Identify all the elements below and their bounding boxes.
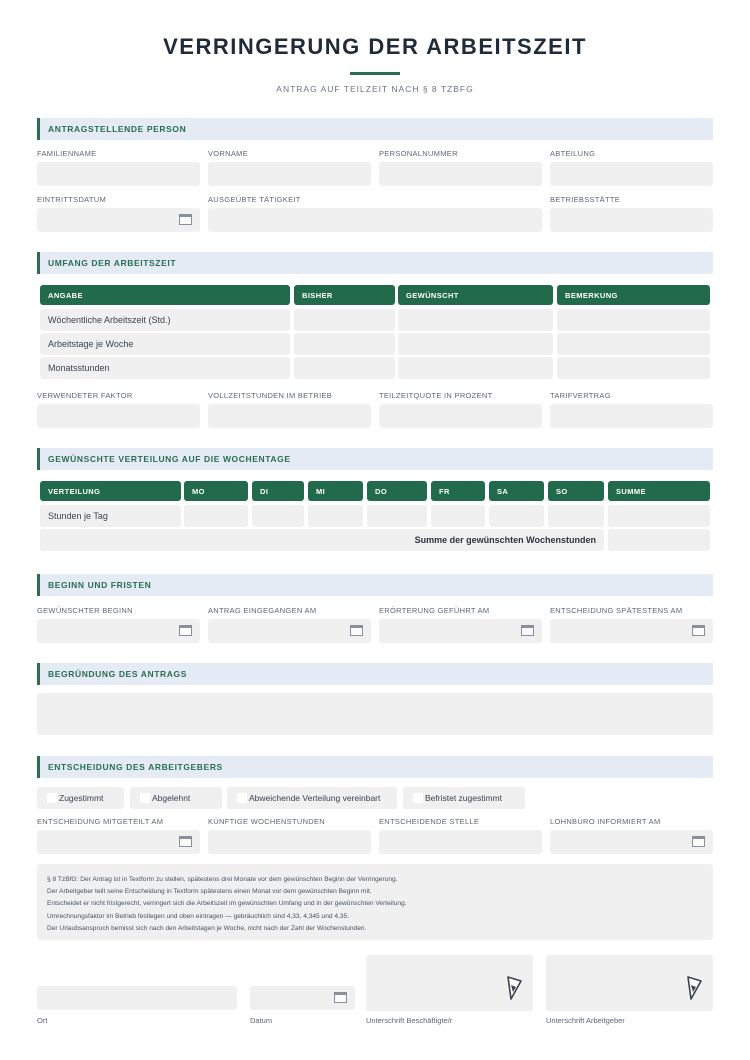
signature-pen-icon [505, 975, 523, 1003]
table-cell-bisher[interactable] [294, 357, 395, 379]
eingegangen-date-field[interactable] [208, 619, 371, 643]
hours-do-cell[interactable] [367, 505, 427, 527]
label-ort: Ort [37, 1016, 48, 1025]
note-line: Umrechnungsfaktor im Betrieb festlegen und oben eintragen — gebräuchlich sind 4,33, 4,345 und 4,35. [47, 912, 350, 920]
checkbox-icon[interactable] [413, 793, 423, 803]
section-title: ANTRAGSTELLENDE PERSON [48, 124, 187, 134]
table-header-summe: SUMME [608, 481, 710, 501]
calendar-icon[interactable] [179, 836, 192, 847]
checkbox-abweichend[interactable]: Abweichende Verteilung vereinbart [227, 787, 397, 809]
hours-di-cell[interactable] [252, 505, 304, 527]
label-vollzeit: VOLLZEITSTUNDEN IM BETRIEB [208, 391, 333, 400]
page-subtitle: ANTRAG AUF TEILZEIT NACH § 8 TZBFG [276, 84, 474, 94]
section-header-entscheidung [37, 756, 713, 778]
label-kuenftig: KÜNFTIGE WOCHENSTUNDEN [208, 817, 326, 826]
label-stelle: ENTSCHEIDENDE STELLE [379, 817, 480, 826]
label-mitgeteilt: ENTSCHEIDUNG MITGETEILT AM [37, 817, 164, 826]
table-row-label: Wöchentliche Arbeitszeit (Std.) [40, 309, 290, 331]
section-title: BEGRÜNDUNG DES ANTRAGS [48, 669, 187, 679]
table-header-gewuenscht: GEWÜNSCHT [398, 285, 553, 305]
table-cell-gewuenscht[interactable] [398, 333, 553, 355]
tarif-field[interactable] [550, 404, 713, 428]
table-header-bisher: BISHER [294, 285, 395, 305]
table-cell-bemerkung[interactable] [557, 357, 710, 379]
table-cell-bemerkung[interactable] [557, 309, 710, 331]
eroerterung-date-field[interactable] [379, 619, 542, 643]
kuenftig-field[interactable] [208, 830, 371, 854]
label-personalnummer: PERSONALNUMMER [379, 149, 458, 158]
label-entscheidung-spaetestens: ENTSCHEIDUNG SPÄTESTENS AM [550, 606, 683, 615]
page-title: VERRINGERUNG DER ARBEITSZEIT [163, 34, 587, 59]
table-cell-bisher[interactable] [294, 333, 395, 355]
table-header-angabe: ANGABE [40, 285, 290, 305]
legal-notes [37, 864, 713, 940]
table-cell-bisher[interactable] [294, 309, 395, 331]
personalnummer-field[interactable] [379, 162, 542, 186]
section-title: GEWÜNSCHTE VERTEILUNG AUF DIE WOCHENTAGE [48, 454, 291, 464]
label-tarif: TARIFVERTRAG [550, 391, 611, 400]
label-signature-employer: Unterschrift Arbeitgeber [546, 1016, 625, 1025]
table-header-mo: MO [184, 481, 248, 501]
note-line: Der Urlaubsanspruch bemisst sich nach den Arbeitstagen je Woche, nicht nach der Zahl der Wochenstunden. [47, 924, 367, 932]
section-header-beginn [37, 574, 713, 596]
summe-row-label: Summe der gewünschten Wochenstunden [40, 529, 604, 551]
table-row-label: Stunden je Tag [40, 505, 181, 527]
label-familienname: FAMILIENNAME [37, 149, 97, 158]
note-line: § 8 TzBfG: Der Antrag ist in Textform zu stellen, spätestens drei Monate vor dem gewünschten Beginn der Verringerung. [47, 876, 398, 883]
vorname-field[interactable] [208, 162, 371, 186]
label-lohnbuero: LOHNBÜRO INFORMIERT AM [550, 817, 661, 826]
signature-employee-field[interactable] [366, 955, 533, 1011]
calendar-icon[interactable] [692, 836, 705, 847]
mitgeteilt-date-field[interactable] [37, 830, 200, 854]
calendar-icon[interactable] [179, 625, 192, 636]
signature-employer-field[interactable] [546, 955, 713, 1011]
hours-fr-cell[interactable] [431, 505, 485, 527]
table-header-sa: SA [489, 481, 544, 501]
table-cell-bemerkung[interactable] [557, 333, 710, 355]
hours-mo-cell[interactable] [184, 505, 248, 527]
lohnbuero-date-field[interactable] [550, 830, 713, 854]
vollzeit-field[interactable] [208, 404, 371, 428]
label-eroerterung: ERÖRTERUNG GEFÜHRT AM [379, 606, 490, 615]
betriebsstaette-field[interactable] [550, 208, 713, 232]
section-title: BEGINN UND FRISTEN [48, 580, 152, 590]
checkbox-abgelehnt[interactable]: Abgelehnt [130, 787, 222, 809]
label-betriebsstaette: BETRIEBSSTÄTTE [550, 195, 621, 204]
hours-sa-cell[interactable] [489, 505, 544, 527]
calendar-icon[interactable] [692, 625, 705, 636]
abteilung-field[interactable] [550, 162, 713, 186]
summe-total-cell[interactable] [608, 529, 710, 551]
entscheidung-date-field[interactable] [550, 619, 713, 643]
eintrittsdatum-field[interactable] [37, 208, 200, 232]
table-header-fr: FR [431, 481, 485, 501]
label-vorname: VORNAME [208, 149, 249, 158]
section-header-umfang [37, 252, 713, 274]
table-header-mi: MI [308, 481, 363, 501]
table-header-verteilung: VERTEILUNG [40, 481, 181, 501]
table-header-di: DI [252, 481, 304, 501]
label-eingegangen: ANTRAG EINGEGANGEN AM [208, 606, 317, 615]
quote-field[interactable] [379, 404, 542, 428]
beginn-date-field[interactable] [37, 619, 200, 643]
section-title: UMFANG DER ARBEITSZEIT [48, 258, 177, 268]
checkbox-befristet[interactable]: Befristet zugestimmt [403, 787, 525, 809]
hours-mi-cell[interactable] [308, 505, 363, 527]
label-beginn: GEWÜNSCHTER BEGINN [37, 606, 133, 615]
section-title: ENTSCHEIDUNG DES ARBEITGEBERS [48, 762, 223, 772]
table-row-label: Arbeitstage je Woche [40, 333, 290, 355]
table-cell-gewuenscht[interactable] [398, 309, 553, 331]
hours-summe-cell[interactable] [608, 505, 710, 527]
checkbox-icon[interactable] [47, 793, 57, 803]
ort-field[interactable] [37, 986, 237, 1010]
signature-pen-icon [685, 975, 703, 1003]
section-header-verteilung [37, 448, 713, 470]
label-quote: TEILZEITQUOTE IN PROZENT [379, 391, 493, 400]
datum-field[interactable] [250, 986, 355, 1010]
section-header-begruendung [37, 663, 713, 685]
checkbox-icon[interactable] [140, 793, 150, 803]
calendar-icon[interactable] [521, 625, 534, 636]
label-taetigkeit: AUSGEÜBTE TÄTIGKEIT [208, 195, 301, 204]
checkbox-zugestimmt[interactable]: Zugestimmt [37, 787, 124, 809]
label-signature-employee: Unterschrift Beschäftigte/r [366, 1016, 453, 1025]
note-line: Der Arbeitgeber teilt seine Entscheidung in Textform spätestens einen Monat vor dem gewünschten Beginn mit. [47, 888, 372, 896]
stelle-field[interactable] [379, 830, 542, 854]
section-header-person [37, 118, 713, 140]
taetigkeit-field[interactable] [208, 208, 542, 232]
calendar-icon[interactable] [350, 625, 363, 636]
familienname-field[interactable] [37, 162, 200, 186]
checkbox-icon[interactable] [237, 793, 247, 803]
table-header-do: DO [367, 481, 427, 501]
calendar-icon[interactable] [334, 992, 347, 1003]
table-header-bemerkung: BEMERKUNG [557, 285, 710, 305]
label-abteilung: ABTEILUNG [550, 149, 596, 158]
table-cell-gewuenscht[interactable] [398, 357, 553, 379]
calendar-icon[interactable] [179, 214, 192, 225]
hours-so-cell[interactable] [548, 505, 604, 527]
faktor-field[interactable] [37, 404, 200, 428]
label-datum: Datum [250, 1016, 273, 1025]
label-eintrittsdatum: EINTRITTSDATUM [37, 195, 107, 204]
begruendung-textarea[interactable] [37, 693, 713, 735]
table-header-so: SO [548, 481, 604, 501]
note-line: Entscheidet er nicht fristgerecht, verringert sich die Arbeitszeit im gewünschten Umfang und in der gewünschten Verteilung. [47, 900, 407, 908]
label-faktor: VERWENDETER FAKTOR [37, 391, 133, 400]
title-divider [350, 72, 400, 75]
table-row-label: Monatsstunden [40, 357, 290, 379]
